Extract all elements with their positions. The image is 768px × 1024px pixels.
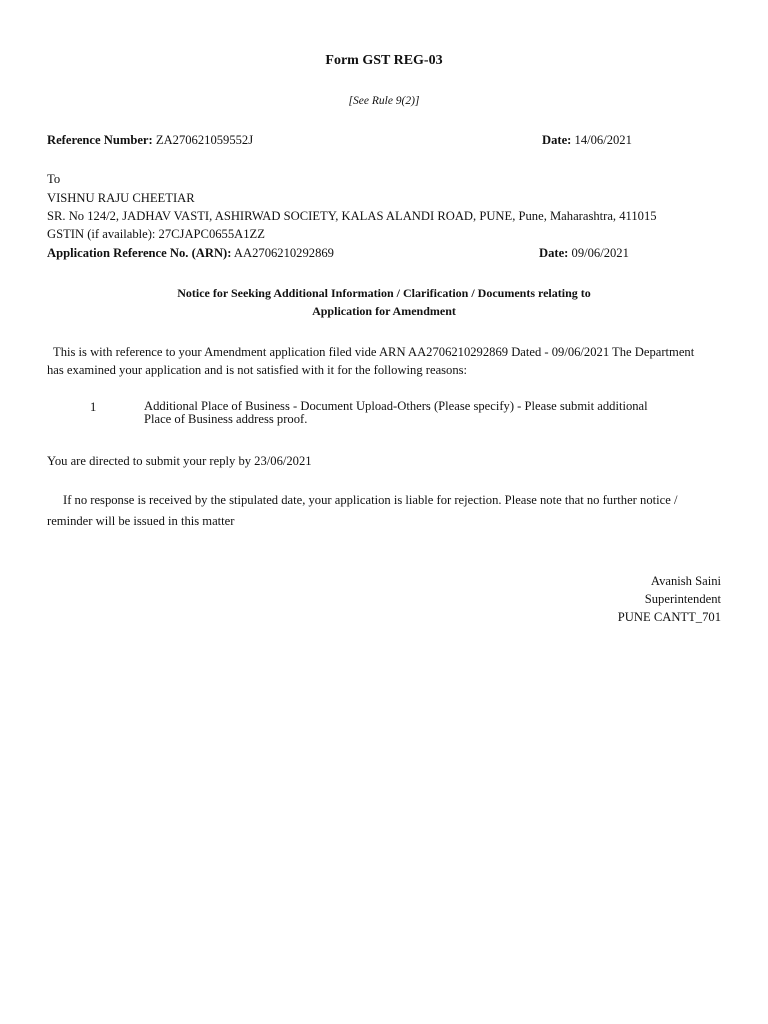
reason-line2: Place of Business address proof. (144, 412, 308, 427)
reference-number-label: Reference Number: (47, 133, 153, 147)
reference-number (47, 133, 253, 149)
rule-reference: [See Rule 9(2)] (348, 95, 420, 107)
arn-date-value: 09/06/2021 (571, 246, 629, 260)
intro-line1: This is with reference to your Amendment application filed vide ARN AA2706210292869 Dated - 09/06/2021 The Department (53, 345, 695, 359)
reason-text (144, 400, 648, 426)
reference-number-value: ZA270621059552J (155, 133, 254, 147)
arn-value: AA2706210292869 (233, 246, 334, 260)
notice-heading-line1: Notice for Seeking Additional Information / Clarification / Documents relating to (177, 286, 591, 300)
warning-line1: If no response is received by the stipulated date, your application is liable for rejection. Please note that no further notice / (63, 493, 678, 507)
form-title: Form GST REG-03 (325, 53, 443, 68)
addressee-gstin: GSTIN (if available): 27CJAPC0655A1ZZ (47, 227, 265, 241)
reference-date-label: Date: (542, 133, 572, 147)
arn-date (539, 246, 629, 262)
reason-line1: Additional Place of Business - Document Upload-Others (Please specify) - Please submit additional (144, 399, 648, 413)
warning-line2: reminder will be issued in this matter (47, 514, 235, 528)
addressee-to: To (47, 172, 61, 186)
addressee-name: VISHNU RAJU CHEETIAR (47, 191, 195, 205)
addressee-address: SR. No 124/2, JADHAV VASTI, ASHIRWAD SOCIETY, KALAS ALANDI ROAD, PUNE, Pune, Maharashtra, 411015 (47, 209, 657, 223)
reference-date-value: 14/06/2021 (574, 133, 632, 147)
arn-line (47, 246, 334, 262)
signatory-designation: Superintendent (644, 592, 721, 606)
intro-line2: has examined your application and is not satisfied with it for the following reasons: (47, 363, 468, 377)
reply-directive: You are directed to submit your reply by 23/06/2021 (47, 454, 312, 468)
arn-date-label: Date: (539, 246, 569, 260)
arn-label: Application Reference No. (ARN): (47, 246, 232, 260)
signatory-office: PUNE CANTT_701 (617, 610, 721, 624)
reference-date (542, 133, 632, 149)
notice-heading-line2: Application for Amendment (312, 304, 456, 318)
signatory-name: Avanish Saini (650, 574, 721, 588)
reason-number: 1 (90, 400, 97, 414)
